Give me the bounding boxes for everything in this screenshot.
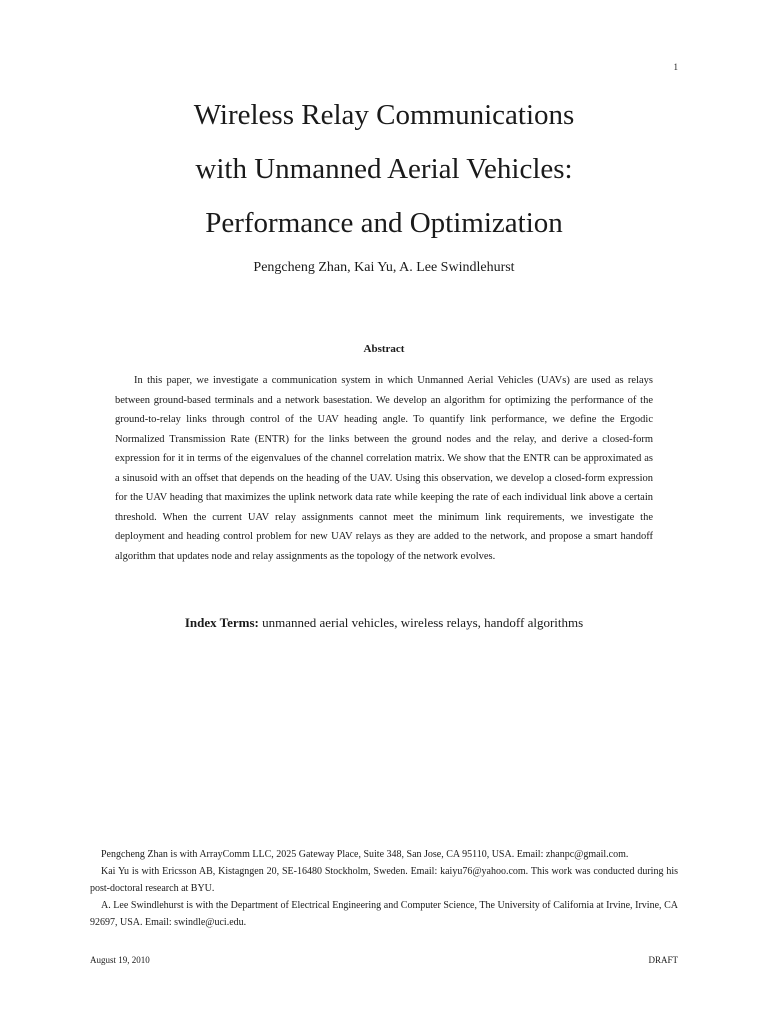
footnote-affiliation-yu: Kai Yu is with Ericsson AB, Kistagngen 20, SE-16480 Stockholm, Sweden. Email: kaiyu76@yahoo.com. This work was conducted during his post-doctoral research at BYU. <box>90 866 678 894</box>
index-terms-label: Index Terms: <box>184 615 259 630</box>
author-list: Pengcheng Zhan, Kai Yu, A. Lee Swindlehurst <box>253 260 515 275</box>
index-terms <box>0 615 768 631</box>
footer-date: August 19, 2010 <box>90 955 150 965</box>
abstract-heading: Abstract <box>363 343 405 355</box>
footer-draft-label: DRAFT <box>648 955 678 965</box>
abstract-body: In this paper, we investigate a communication system in which Unmanned Aerial Vehicles (UAVs) are used as relays between ground-based terminals and a network basestation. We develop an algorithm for optimizing the performance of the ground-to-relay links through control of the UAV heading angle. To quantify link performance, we define the Ergodic Normalized Transmission Rate (ENTR) for the links between the ground nodes and the relay, and derive a closed-form expression for it in terms of the eigenvalues of the channel correlation matrix. We show that the ENTR can be approximated as a sinusoid with an offset that depends on the heading of the UAV. Using this observation, we develop a closed-form expression for the UAV heading that maximizes the uplink network data rate while keeping the rate of each individual link above a certain threshold. When the current UAV relay assignments cannot meet the minimum link requirements, we investigate the deployment and heading control problem for new UAV relays as they are added to the network, and propose a smart handoff algorithm that updates node and relay assignments as the topology of the network evolves. <box>115 375 653 562</box>
footnote-affiliation-zhan: Pengcheng Zhan is with ArrayComm LLC, 2025 Gateway Place, Suite 348, San Jose, CA 95110, USA. Email: zhanpc@gmail.com. <box>101 849 629 860</box>
paper-title-line-1: Wireless Relay Communications <box>193 99 575 131</box>
index-terms-text: unmanned aerial vehicles, wireless relays, handoff algorithms <box>258 615 584 630</box>
footnote-affiliation-swindlehurst: A. Lee Swindlehurst is with the Department of Electrical Engineering and Computer Science, The University of California at Irvine, Irvine, CA 92697, USA. Email: swindle@uci.edu. <box>90 900 678 928</box>
paper-title-line-2: with Unmanned Aerial Vehicles: <box>195 153 573 185</box>
paper-title-line-3: Performance and Optimization <box>205 207 563 239</box>
page-number: 1 <box>673 62 678 72</box>
footnotes <box>90 846 678 931</box>
title-block <box>0 88 768 276</box>
